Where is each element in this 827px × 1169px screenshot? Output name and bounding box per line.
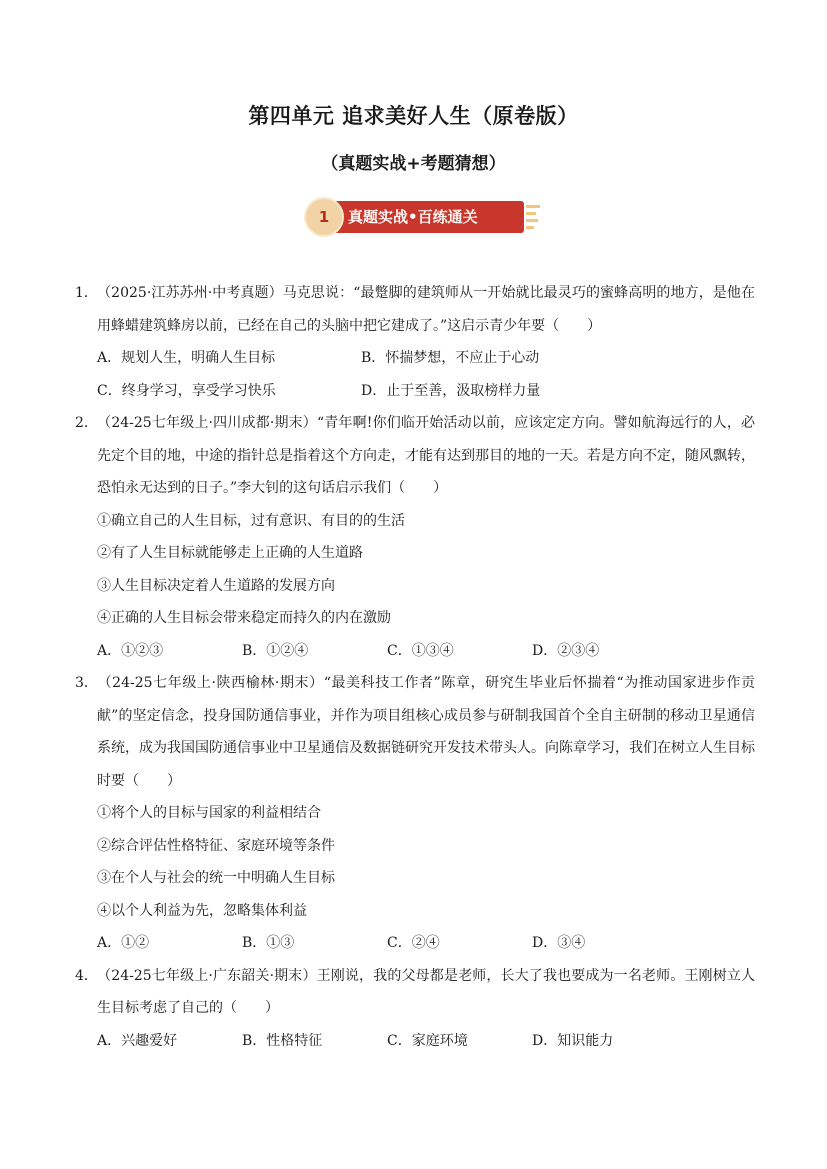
question-3 [75, 667, 755, 960]
option-a[interactable]: A．①②③ [97, 642, 164, 659]
page-title: 第四单元 追求美好人生（原卷版） [248, 104, 579, 128]
option-d[interactable]: D．知识能力 [532, 1032, 614, 1049]
question-number: 3． [75, 675, 98, 691]
statement-1: ①将个人的目标与国家的利益相结合 [97, 805, 321, 821]
option-a[interactable]: A．规划人生，明确人生目标 [97, 350, 276, 366]
question-2 [75, 407, 755, 667]
option-c[interactable]: C．①③④ [387, 642, 454, 659]
banner-label: 真题实战•百练通关 [348, 208, 478, 226]
statement-4: ④正确的人生目标会带来稳定而持久的内在激励 [97, 610, 391, 626]
section-banner [304, 197, 540, 237]
option-c[interactable]: C．②④ [387, 935, 440, 951]
statement-3: ③在个人与社会的统一中明确人生目标 [97, 870, 335, 886]
banner-number-badge: 1 [304, 197, 344, 237]
option-list [75, 342, 755, 407]
question-stem: （24-25七年级上·广东韶关·期末）王刚说，我的父母都是老师，长大了我也要成为一名老师。王刚树立人生目标考虑了自己的（ ） [97, 967, 755, 1016]
statement-1: ①确立自己的人生目标，过有意识、有目的的生活 [97, 512, 405, 529]
question-stem: （2025·江苏苏州·中考真题）马克思说：“最蹩脚的建筑师从一开始就比最灵巧的蜜蜂高明的地方，是他在用蜂蜡建筑蜂房以前，已经在自己的头脑中把它建成了。”这启示青少年要（ ） [97, 285, 755, 334]
option-b[interactable]: B．①③ [242, 935, 295, 951]
option-list [75, 927, 755, 960]
option-a[interactable]: A．①② [97, 935, 150, 951]
option-b[interactable]: B．①②④ [242, 642, 309, 659]
statement-2: ②综合评估性格特征、家庭环境等条件 [97, 837, 335, 854]
question-number: 2． [75, 415, 98, 431]
option-d[interactable]: D．③④ [532, 935, 586, 951]
option-d[interactable]: D．止于至善，汲取榜样力量 [361, 382, 541, 399]
question-1 [75, 277, 755, 407]
option-b[interactable]: B．性格特征 [242, 1032, 323, 1049]
question-list [75, 277, 755, 1057]
question-number: 1． [75, 285, 98, 301]
question-number: 4． [75, 967, 98, 984]
option-a[interactable]: A．兴趣爱好 [97, 1032, 178, 1049]
option-d[interactable]: D．②③④ [532, 642, 600, 659]
option-b[interactable]: B．怀揣梦想，不应止于心动 [361, 350, 540, 366]
banner-decoration-icon [526, 205, 540, 229]
page-subtitle: （真题实战+考题猜想） [321, 154, 506, 174]
option-c[interactable]: C．家庭环境 [387, 1032, 468, 1049]
question-4 [75, 960, 755, 1058]
question-stem: （24-25七年级上·四川成都·期末）“青年啊!你们临开始活动以前，应该定定方向。譬如航海远行的人，必先定个目的地，中途的指针总是指着这个方向走，才能有达到那目的地的一天。若是方向不定，随风飘转，恐怕永无达到的日子。”李大钊的这句话启示我们（ ） [97, 415, 755, 496]
question-stem: （24-25七年级上·陕西榆林·期末）“最美科技工作者”陈章，研究生毕业后怀揣着“为推动国家进步作贡献”的坚定信念，投身国防通信事业，并作为项目组核心成员参与研制我国首个全自主研制的移动卫星通信系统，成为我国国防通信事业中卫星通信及数据链研究开发技术带头人。向陈章学习，我们在树立人生目标时要（ ） [97, 675, 755, 789]
option-list [75, 635, 755, 668]
option-c[interactable]: C．终身学习，享受学习快乐 [97, 382, 276, 399]
option-list [75, 1025, 755, 1058]
statement-4: ④以个人利益为先，忽略集体利益 [97, 902, 307, 919]
statement-2: ②有了人生目标就能够走上正确的人生道路 [97, 545, 363, 561]
statement-3: ③人生目标决定着人生道路的发展方向 [97, 577, 335, 594]
